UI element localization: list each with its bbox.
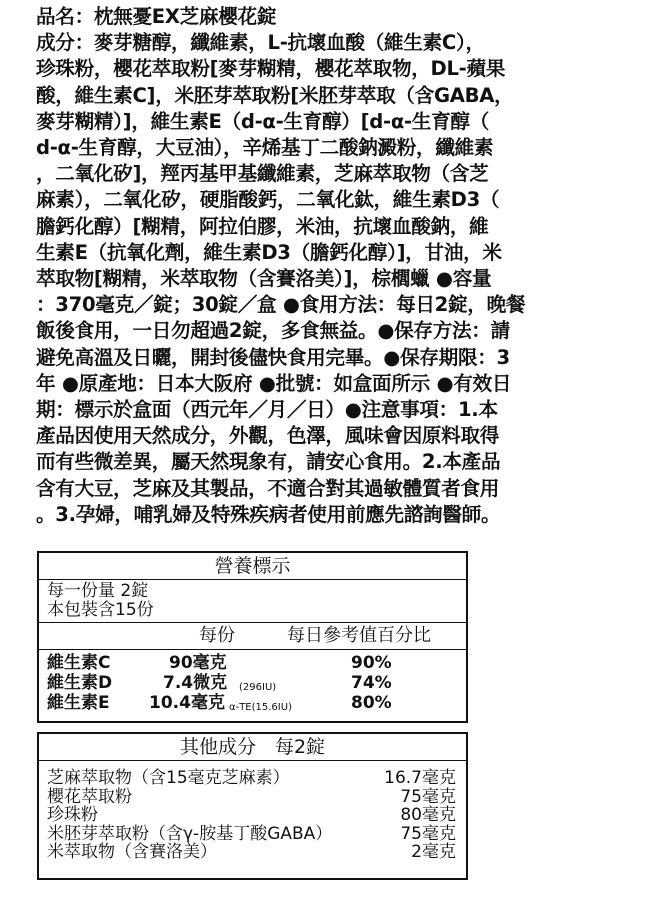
serving-size: 每一份量 2錠: [47, 581, 149, 601]
description-line: 產品因使用天然成分，外觀，色澤，風味會因原料取得: [36, 424, 500, 448]
other-ingredients-title: 其他成分 每2錠: [39, 734, 466, 761]
nutrient-daily-pct: 74%: [351, 673, 392, 693]
nutrient-daily-pct: 80%: [351, 693, 392, 713]
description-line: ：370毫克／錠；30錠／盒 ●食用方法：每日2錠，晚餐: [36, 293, 526, 317]
ingredient-row: [39, 825, 466, 844]
description-line: d-α-生育醇，大豆油），辛烯基丁二酸鈉澱粉，纖維素: [36, 136, 494, 160]
description-line: 麻素），二氧化矽，硬脂酸鈣，二氧化鈦，維生素D3（: [36, 188, 500, 212]
ingredient-name: 米萃取物（含賽洛美）: [47, 842, 217, 862]
ingredient-name: 櫻花萃取粉: [47, 786, 132, 807]
ingredient-amount: 75毫克: [400, 786, 456, 807]
ingredient-amount: 16.7毫克: [384, 768, 456, 788]
ingredient-amount: 80毫克: [400, 805, 456, 825]
ingredient-row: [39, 788, 466, 807]
product-description: [36, 4, 616, 528]
nutrient-amount: 7.4微克: [163, 673, 228, 693]
description-line: 含有大豆，芝麻及其製品，不適合對其過敏體質者食用: [36, 476, 500, 500]
ingredient-row: [39, 843, 466, 862]
nutrition-row: [39, 673, 466, 693]
description-line: 期：標示於盒面（西元年／月／日）●注意事項：1.本: [36, 398, 498, 422]
serving-info: [39, 580, 466, 623]
nutrient-name: 維生素D: [47, 673, 113, 693]
nutrition-facts-table: [37, 551, 468, 723]
nutrient-amount: 90毫克: [169, 653, 227, 673]
daily-value-header: 每日參考值百分比: [287, 625, 431, 646]
description-line: ，二氧化矽]，羥丙基甲基纖維素，芝麻萃取物（含芝: [36, 162, 489, 186]
description-line: 酸，維生素C]，米胚芽萃取粉[米胚芽萃取（含GABA，: [36, 83, 514, 107]
per-serving-header: 每份: [199, 625, 235, 646]
ingredient-amount: 75毫克: [400, 823, 456, 844]
nutrient-name: 維生素C: [47, 653, 111, 673]
nutrition-row: [39, 653, 466, 673]
ingredient-row: [39, 769, 466, 788]
servings-per-pack: 本包裝含15份: [47, 600, 154, 620]
description-line: 而有些微差異，屬天然現象有，請安心食用。2.本產品: [36, 450, 501, 474]
description-line: 萃取物[糊精，米萃取物（含賽洛美）]，棕櫚蠟 ●容量: [36, 267, 492, 291]
description-line: 珍珠粉，櫻花萃取粉[麥芽糊精，櫻花萃取物，DL-蘋果: [36, 57, 506, 81]
description-line: 避免高溫及日曬，開封後儘快食用完畢。●保存期限：3: [36, 345, 510, 369]
description-line: 。3.孕婦，哺乳婦及特殊疾病者使用前應先諮詢醫師。: [36, 502, 501, 526]
ingredient-name: 米胚芽萃取粉（含γ-胺基丁酸GABA）: [47, 823, 333, 844]
ingredient-name: 芝麻萃取物（含15毫克芝麻素）: [47, 768, 290, 788]
ingredient-name: 珍珠粉: [47, 805, 98, 825]
nutrient-note: α-TE(15.6IU): [229, 702, 292, 713]
description-line: 飯後食用，一日勿超過2錠，多食無益。●保存方法：請: [36, 319, 510, 343]
description-line: 品名：枕無憂EX芝麻櫻花錠: [36, 5, 277, 28]
nutrient-daily-pct: 90%: [351, 653, 392, 673]
nutrient-note: (296IU): [239, 682, 277, 693]
description-line: 年 ●原產地：日本大阪府 ●批號：如盒面所示 ●有效日: [36, 371, 512, 395]
description-line: 麥芽糊精）]，維生素E（d-α-生育醇）[d-α-生育醇（: [36, 109, 489, 133]
nutrition-column-header: [39, 623, 466, 650]
description-line: 膽鈣化醇）[糊精，阿拉伯膠，米油，抗壞血酸鈉，維: [36, 214, 489, 238]
description-line: 生素E（抗氧化劑，維生素D3（膽鈣化醇）]，甘油，米: [36, 240, 502, 264]
description-line: 成分：麥芽糖醇，纖維素，L-抗壞血酸（維生素C），: [36, 31, 485, 55]
nutrient-name: 維生素E: [47, 693, 110, 713]
nutrition-row: [39, 693, 466, 713]
nutrient-amount: 10.4毫克: [149, 693, 225, 713]
nutrition-title: 營養標示: [39, 553, 466, 580]
ingredient-amount: 2毫克: [411, 842, 456, 862]
ingredient-row: [39, 806, 466, 825]
other-ingredients-table: [37, 732, 468, 880]
